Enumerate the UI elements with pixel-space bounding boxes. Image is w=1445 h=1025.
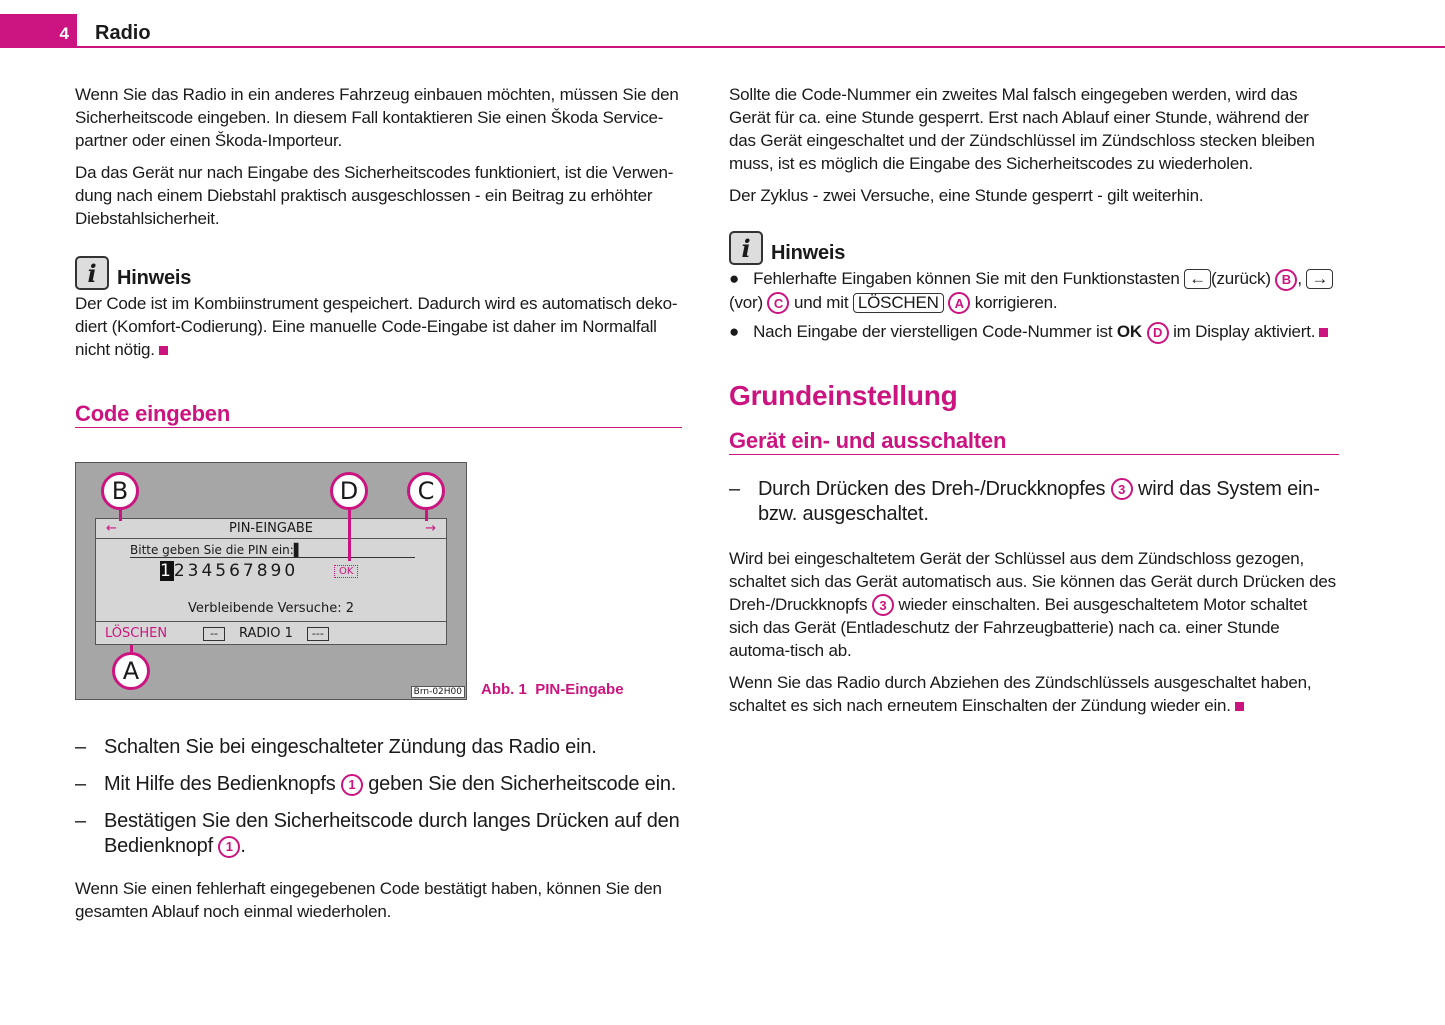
hinweis-text-body: Der Code ist im Kombiinstrument gespeichert. Dadurch wird es automatisch deko-diert (Komfort-Codierung). Eine manuelle Code-Eingabe ist daher im Normalfall nicht nötig. <box>75 294 678 359</box>
ok-label: OK <box>1116 322 1143 342</box>
step-text: geben Sie den Sicherheitscode ein. <box>368 773 677 795</box>
step-text: Schalten Sie bei eingeschalteter Zündung das Radio ein. <box>103 736 597 758</box>
control-ref-icon: C <box>767 292 789 314</box>
back-key: ← <box>1184 269 1211 289</box>
text: Wird bei eingeschaltetem Gerät der Schlüssel aus dem Zündschloss gezogen, schaltet sich das Gerät automatisch aus. Sie können das Gerät durch Drücken des Dreh-/Druckknopfs <box>729 548 1336 614</box>
figure-caption <box>481 681 624 698</box>
hinweis-title: Hinweis <box>117 267 192 289</box>
list-item: – Schalten Sie bei eingeschalteter Zündung das Radio ein. <box>75 736 597 758</box>
control-ref-icon: D <box>1147 322 1169 344</box>
text: Fehlerhafte Eingaben können Sie mit den Funktionstasten <box>753 269 1180 288</box>
control-ref-icon: B <box>1275 269 1297 291</box>
list-item: – Bestätigen Sie den Sicherheitscode durch langes Drücken auf den Bedienknopf 1 . <box>75 810 680 857</box>
radio-source: RADIO 1 <box>239 626 293 641</box>
steps-list <box>75 735 682 932</box>
page-header-title: Radio <box>95 22 151 44</box>
callout-d: D <box>330 472 368 510</box>
hinweis-heading <box>729 231 1339 265</box>
arrow-left-icon: ← <box>106 521 117 536</box>
paragraph: Der Zyklus - zwei Versuche, eine Stunde gesperrt - gilt weiterhin. <box>729 186 1204 205</box>
selected-digit[interactable]: 1 <box>160 561 174 581</box>
digits[interactable]: 234567890 <box>173 561 299 581</box>
text: im Display aktiviert. <box>1173 322 1316 342</box>
pin-prompt: Bitte geben Sie die PIN ein:▌ <box>130 543 415 558</box>
text: korrigieren. <box>974 292 1058 312</box>
paragraph <box>729 671 1339 717</box>
callout-c: C <box>407 472 445 510</box>
section-title: Gerät ein- und ausschalten <box>729 429 1339 455</box>
end-marker-icon <box>1235 702 1244 711</box>
softkey-box[interactable]: -- <box>203 627 225 641</box>
remaining-attempts: Verbleibende Versuche: 2 <box>188 601 354 616</box>
paragraph: Wenn Sie das Radio in ein anderes Fahrzeug einbauen möchten, müssen Sie den Sicherheitscode eingeben. In diesem Fall kontaktieren Sie einen Škoda Service-partner oder einen Škoda-Importeur. <box>75 85 679 150</box>
paragraph <box>729 547 1339 663</box>
display-title: PIN-EINGABE <box>229 521 313 536</box>
step-text: Mit Hilfe des Bedienknopfs <box>103 773 336 795</box>
header-rule <box>0 46 1445 48</box>
list-item: ● Nach Eingabe der vierstelligen Code-Nummer ist OK D im Display aktiviert. <box>729 320 1339 344</box>
paragraph: Da das Gerät nur nach Eingabe des Sicherheitscodes funktioniert, ist die Verwen-dung nach einem Diebstahl praktisch ausgeschlossen - ein Beitrag zu erhöhter Diebstahlsicherheit. <box>75 163 674 228</box>
list-item: – Durch Drücken des Dreh-/Druckknopfes 3 wird das System ein- bzw. ausgeschaltet. <box>729 477 1320 525</box>
caption-text: PIN-Eingabe <box>535 681 624 698</box>
text: und mit <box>794 292 849 312</box>
end-marker-icon <box>159 346 168 355</box>
figure-code: Brn-02H00 <box>411 686 465 698</box>
ok-button[interactable]: OK <box>334 565 358 578</box>
text: Wenn Sie das Radio durch Abziehen des Zündschlüssels ausgeschaltet haben, schaltet es sich nach erneutem Einschalten der Zündung wieder ein. <box>729 673 1312 716</box>
radio-display <box>95 518 447 645</box>
chapter-title: Grundeinstellung <box>729 379 958 411</box>
end-marker-icon <box>1319 328 1328 337</box>
caption-number: Abb. 1 <box>481 681 527 698</box>
info-icon: i <box>75 256 109 290</box>
info-icon: i <box>729 231 763 265</box>
paragraph: Wenn Sie einen fehlerhaft eingegebenen Code bestätigt haben, können Sie den gesamten Ablauf noch einmal wiederholen. <box>75 879 662 921</box>
delete-key: LÖSCHEN <box>853 293 944 313</box>
pin-entry-figure <box>75 462 467 700</box>
callout-a: A <box>112 652 150 690</box>
step-text: Durch Drücken des Dreh-/Druckknopfes <box>757 477 1106 500</box>
hinweis-heading <box>75 256 682 290</box>
paragraph: Sollte die Code-Nummer ein zweites Mal falsch eingegeben werden, wird das Gerät für ca. eine Stunde gesperrt. Erst nach Ablauf einer Stunde, während der das Gerät eingeschaltet und der Zündschlüssel im Zündschloss stecken bleiben muss, ist es möglich die Eingabe des Sicherheitscodes zu wiederholen. <box>729 85 1315 173</box>
control-ref-icon: 1 <box>341 774 363 796</box>
step-text: Bestätigen Sie den Sicherheitscode durch langes Drücken auf den Bedienknopf <box>103 810 680 857</box>
text: Nach Eingabe der vierstelligen Code-Nummer ist <box>753 322 1113 342</box>
arrow-right-icon: → <box>425 521 436 536</box>
list-item: ● Fehlerhafte Eingaben können Sie mit den Funktionstasten ← (zurück) B , → <box>729 267 1339 291</box>
softkey-box[interactable]: --- <box>307 627 329 641</box>
digit-row <box>160 561 298 581</box>
text: wieder einschalten. Bei ausgeschaltetem Motor schaltet sich das Gerät (Entladeschutz der Fahrzeugbatterie) nach ca. einer Stunde automa-tisch ab. <box>729 594 1308 661</box>
forward-key: → <box>1306 269 1333 289</box>
list-item: – Mit Hilfe des Bedienknopfs 1 geben Sie den Sicherheitscode ein. <box>75 773 677 795</box>
callout-b: B <box>101 472 139 510</box>
control-ref-icon: 3 <box>1111 478 1133 500</box>
hinweis-title: Hinweis <box>771 242 846 264</box>
step-text: wird das System ein- bzw. ausgeschaltet. <box>757 477 1320 525</box>
right-column <box>729 83 1339 726</box>
delete-softkey[interactable]: LÖSCHEN <box>105 626 168 641</box>
control-ref-icon: 3 <box>872 594 894 616</box>
text: (zurück) <box>1210 269 1271 288</box>
step-text: . <box>240 835 246 857</box>
text: (vor) <box>729 292 763 312</box>
control-ref-icon: A <box>948 292 970 314</box>
hinweis-text <box>75 292 682 361</box>
page-number: 4 <box>0 14 77 48</box>
control-ref-icon: 1 <box>218 836 240 858</box>
pin-prompt-text: Bitte geben Sie die PIN ein: <box>130 543 294 557</box>
left-column-top <box>75 83 682 370</box>
section-title: Code eingeben <box>75 402 682 428</box>
